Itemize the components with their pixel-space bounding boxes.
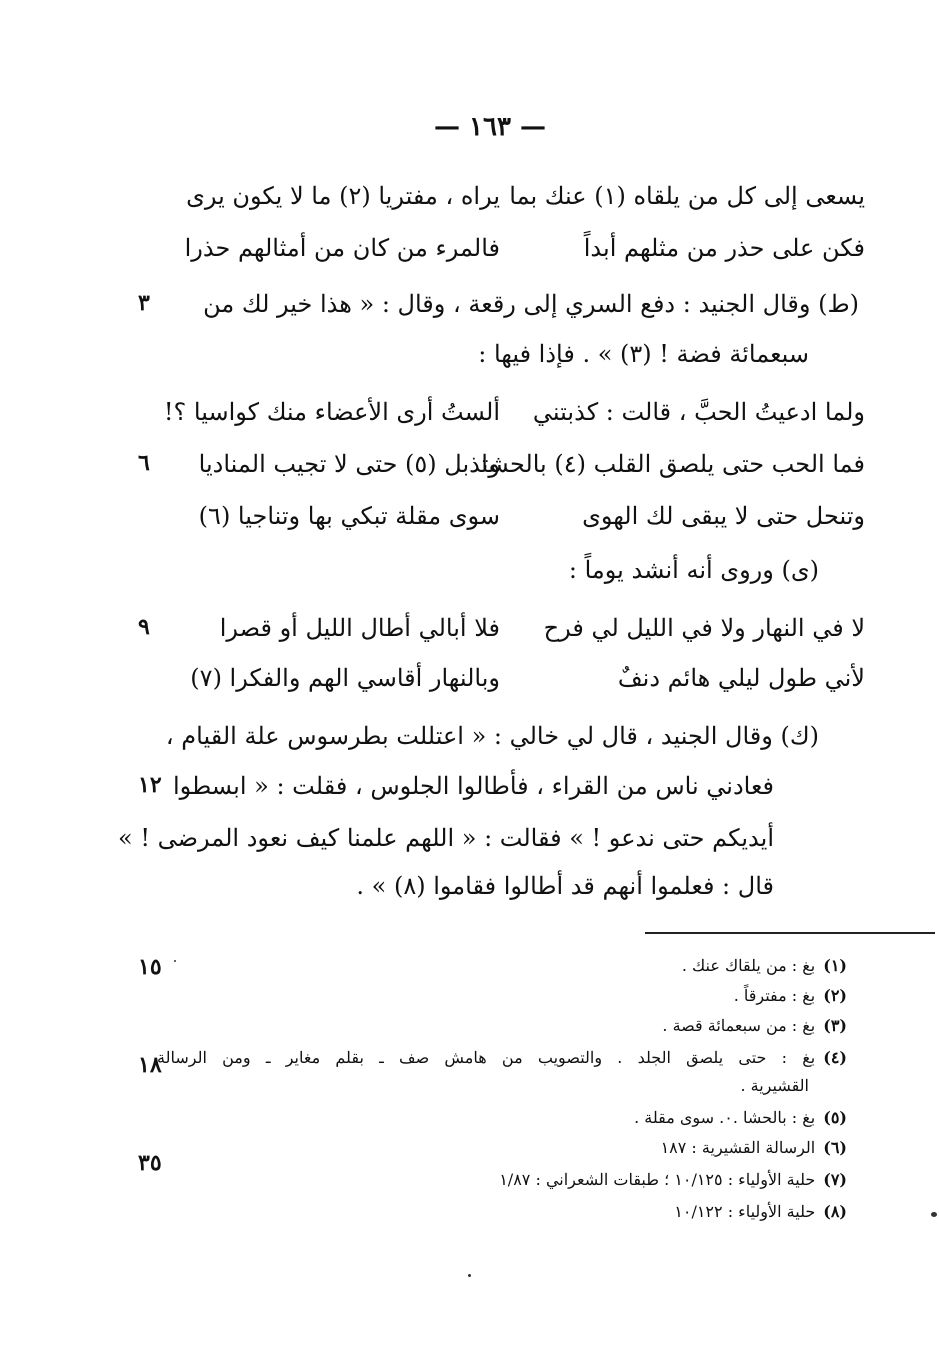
verse-line (186, 182, 865, 226)
line-number: ٣٥ (138, 1150, 162, 1176)
verse-line (200, 614, 865, 658)
verse-second-hemistich: ألستُ أرى الأعضاء منك كواسيا ؟! (163, 398, 500, 426)
prose-line: سبعمائة فضة ! (٣) » . فإذا فيها : (478, 340, 809, 368)
footnote-number: (٥) (823, 1108, 847, 1127)
verse-first-hemistich: لا في النهار ولا في الليل لي فرح (543, 614, 865, 642)
line-number: ٩ (138, 614, 150, 640)
prose-line: فعادني ناس من القراء ، فأطالوا الجلوس ، فقلت : « ابسطوا (173, 772, 774, 800)
footnote-text: القشيرية . (740, 1076, 809, 1095)
footnote-number: (٦) (823, 1138, 847, 1157)
page-number: — ١٦٣ — (433, 112, 547, 142)
footnote-number: (٨) (823, 1202, 847, 1221)
verse-second-hemistich: وتذبل (٥) حتى لا تجيب المناديا (198, 450, 500, 478)
scan-speck (174, 960, 176, 962)
verse-line (200, 450, 865, 494)
line-number: ٣ (138, 290, 150, 316)
footnote-number: (٢) (823, 986, 847, 1005)
scan-speck (931, 1212, 937, 1217)
footnote-number: (٣) (823, 1016, 847, 1035)
footnote-text: بغ : من يلقاك عنك . (681, 956, 816, 975)
footnote-text: بغ : بالحشا .٠. سوى مقلة . (634, 1108, 816, 1127)
footnote (187, 1016, 847, 1035)
footnote-number: (٤) (823, 1048, 847, 1067)
prose-line: (ط) وقال الجنيد : دفع السري إلى رقعة ، وقال : « هذا خير لك من (203, 290, 859, 318)
verse-first-hemistich: وتنحل حتى لا يبقى لك الهوى (582, 502, 865, 530)
footnote-separator (645, 932, 935, 934)
footnote-number: (٧) (823, 1170, 847, 1189)
verse-first-hemistich: لأني طول ليلي هائم دنفٌ (617, 664, 865, 692)
footnote (187, 956, 847, 975)
verse-first-hemistich: يسعى إلى كل من يلقاه (١) عنك بما (509, 182, 865, 210)
footnote-continuation (149, 1076, 809, 1095)
footnote (187, 986, 847, 1005)
footnote (187, 1138, 847, 1157)
footnote (187, 1202, 847, 1221)
scan-speck (468, 1274, 471, 1277)
verse-second-hemistich: وبالنهار أقاسي الهم والفكرا (٧) (190, 664, 500, 692)
verse-first-hemistich: فكن على حذر من مثلهم أبداً (583, 234, 865, 262)
line-number: ٦ (138, 450, 150, 476)
verse-second-hemistich: فالمرء من كان من أمثالهم حذرا (184, 234, 500, 262)
verse-first-hemistich: ولما ادعيتُ الحبَّ ، قالت : كذبتني (532, 398, 865, 426)
verse-second-hemistich: سوى مقلة تبكي بها وتناجيا (٦) (198, 502, 500, 530)
footnote-text: بغ : مفترقاً . (733, 986, 816, 1005)
verse-second-hemistich: يراه ، مفتريا (٢) ما لا يكون يرى (186, 182, 500, 210)
footnote-text: بغ : حتى يلصق الجلد . والتصويب من هامش صف ـ بقلم مغاير ـ ومن الرسالة (157, 1048, 816, 1067)
footnote (157, 1048, 847, 1067)
line-number: ١٨ (138, 1052, 162, 1078)
footnote-text: بغ : من سبعمائة قصة . (662, 1016, 816, 1035)
verse-first-hemistich: فما الحب حتى يلصق القلب (٤) بالحشا (481, 450, 865, 478)
footnote-text: حلية الأولياء : ١٠/١٢٥ ؛ طبقات الشعراني : ١/٨٧ (499, 1170, 816, 1189)
footnote (187, 1108, 847, 1127)
verse-line (200, 502, 865, 546)
footnote-number: (١) (823, 956, 847, 975)
line-number: ١٢ (138, 772, 162, 798)
verse-line (163, 398, 865, 442)
footnote (187, 1170, 847, 1189)
verse-second-hemistich: فلا أبالي أطال الليل أو قصرا (219, 614, 500, 642)
verse-line (184, 234, 865, 278)
line-number: ١٥ (138, 954, 162, 980)
prose-line: (ك) وقال الجنيد ، قال لي خالي : « اعتللت بطرسوس علة القيام ، (165, 722, 819, 750)
footnote-text: الرسالة القشيرية : ١٨٧ (660, 1138, 816, 1157)
prose-line: (ى) وروى أنه أنشد يوماً : (568, 556, 819, 584)
prose-line: أيديكم حتى ندعو ! » فقالت : « اللهم علمنا كيف نعود المرضى ! » (118, 824, 774, 852)
verse-line (190, 664, 865, 708)
footnote-text: حلية الأولياء : ١٠/١٢٢ (674, 1202, 816, 1221)
prose-line: قال : فعلموا أنهم قد أطالوا فقاموا (٨) » . (356, 872, 774, 900)
